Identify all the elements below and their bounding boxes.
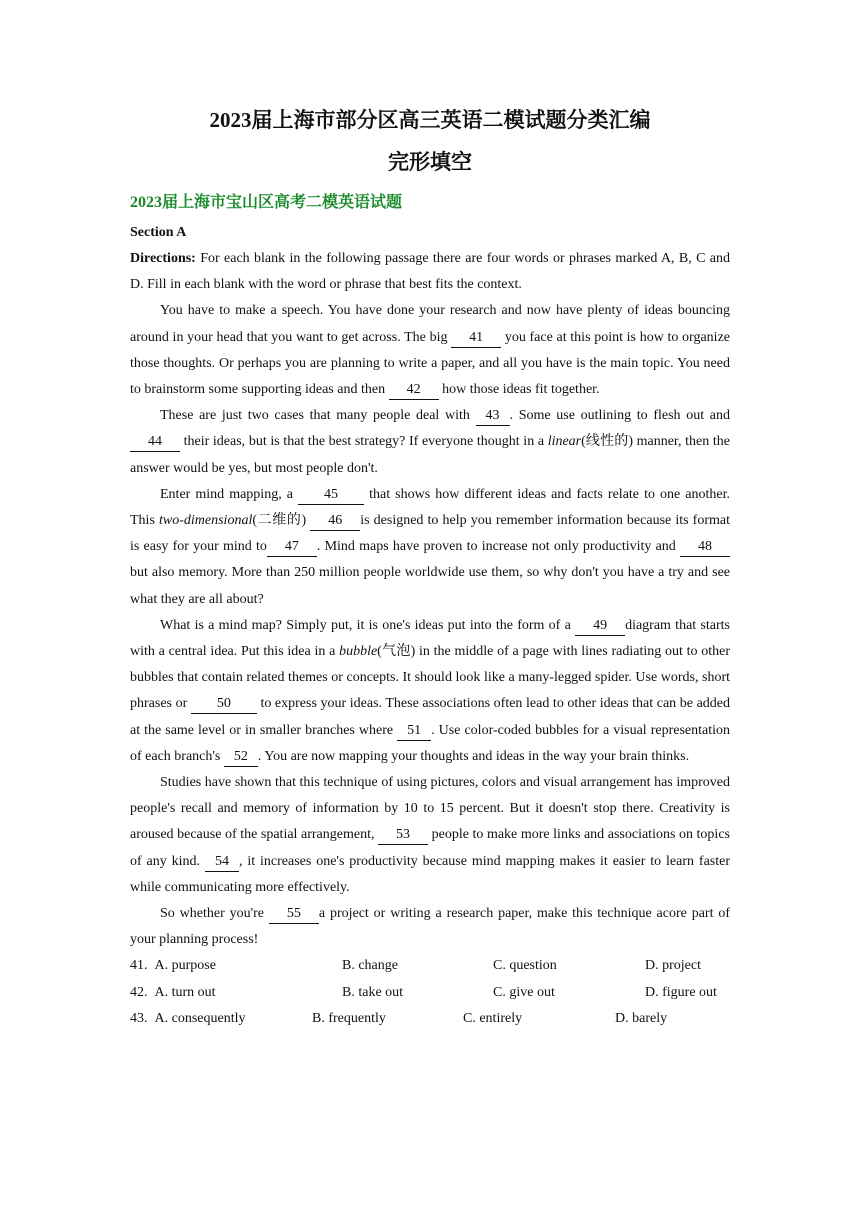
text: (气泡) in the middle of a page with lines radiating out to other bubbles that contain related themes or concepts. It should look like a many-legged spider. Use words, short phrases or bbox=[130, 644, 731, 712]
text: to express your ideas. These associations often lead to other ideas that can be added at the same level or in smaller branches where bbox=[130, 696, 730, 738]
blank-42: 42 bbox=[389, 381, 439, 400]
option-a bbox=[130, 1006, 312, 1032]
document-subtitle: 完形填空 bbox=[388, 150, 472, 174]
option-d: D. barely bbox=[615, 1010, 668, 1026]
text: . Some use outlining to flesh out and bbox=[509, 408, 730, 424]
blank-51: 51 bbox=[397, 722, 431, 741]
text: What is a mind map? Simply put, it is one's ideas put into the form of a bbox=[160, 617, 576, 633]
option-row-41 bbox=[130, 953, 730, 979]
options-list bbox=[130, 953, 730, 1032]
italic-term: bubble bbox=[339, 644, 378, 660]
question-number: 41. bbox=[130, 958, 148, 974]
option-row-42 bbox=[130, 980, 730, 1006]
blank-54: 54 bbox=[205, 853, 239, 872]
text: , it increases one's productivity because mind mapping makes it easier to learn faster while communicating more effectively. bbox=[130, 853, 730, 895]
text: . Use color-coded bubbles for a visual representation of each branch's bbox=[130, 722, 731, 764]
section-label: Section A bbox=[130, 225, 187, 240]
question-number: 43. bbox=[130, 1010, 148, 1026]
directions-text: For each blank in the following passage there are four words or phrases marked A, B, C and D. Fill in each blank with the word or phrase that best fits the context. bbox=[130, 251, 730, 293]
option-row-43 bbox=[130, 1006, 730, 1032]
option-a-text: A. purpose bbox=[154, 958, 216, 974]
blank-43: 43 bbox=[476, 407, 510, 426]
italic-term: linear bbox=[547, 434, 582, 450]
blank-55: 55 bbox=[269, 905, 319, 924]
paragraph-6 bbox=[130, 901, 730, 953]
text: but also memory. More than 250 million people worldwide use them, so why don't you have a try and see what they are all about? bbox=[130, 565, 730, 607]
blank-45: 45 bbox=[298, 486, 364, 505]
text: how those ideas fit together. bbox=[438, 382, 600, 398]
document-title: 2023届上海市部分区高三英语二模试题分类汇编 bbox=[209, 108, 651, 132]
paragraph-3 bbox=[130, 482, 730, 613]
text: Studies have shown that this technique of using pictures, colors and visual arrangement has improved people's recall and memory of information by 10 to 15 percent. But it doesn't stop there. Creativity is aroused because of the spatial arrangement, bbox=[130, 775, 730, 843]
text: is designed to help you remember information because its format is easy for your mind to bbox=[130, 513, 730, 555]
document-page bbox=[130, 100, 730, 1032]
option-a bbox=[130, 980, 342, 1006]
italic-term: two-dimensional bbox=[159, 513, 253, 529]
text: you face at this point is how to organize those thoughts. Or perhaps you are planning to write a paper, and all you have is the main topic. You need to brainstorm some supporting ideas and then bbox=[130, 329, 730, 398]
option-b: B. frequently bbox=[312, 1010, 386, 1026]
text: their ideas, but is that the best strategy? If everyone thought in a bbox=[180, 434, 548, 450]
paragraph-1 bbox=[130, 298, 730, 403]
option-b: B. take out bbox=[342, 984, 404, 1000]
text: These are just two cases that many people deal with bbox=[160, 408, 476, 424]
option-c: C. give out bbox=[493, 984, 555, 1000]
option-a-text: A. consequently bbox=[154, 1010, 246, 1026]
text: . You are now mapping your thoughts and ideas in the way your brain thinks. bbox=[257, 748, 690, 764]
text: So whether you're bbox=[160, 906, 269, 922]
option-c: C. entirely bbox=[463, 1010, 523, 1026]
text: (线性的) manner, then the answer would be yes, but most people don't. bbox=[130, 434, 731, 476]
text: people to make more links and associations on topics of any kind. bbox=[130, 827, 730, 869]
blank-48: 48 bbox=[680, 538, 730, 557]
text: . Mind maps have proven to increase not only productivity and bbox=[316, 539, 680, 555]
option-a bbox=[130, 953, 342, 979]
directions bbox=[130, 246, 730, 298]
blank-52: 52 bbox=[224, 748, 258, 767]
blank-53: 53 bbox=[378, 826, 428, 845]
text: (二维的) bbox=[252, 513, 311, 529]
option-b: B. change bbox=[342, 958, 398, 974]
blank-46: 46 bbox=[310, 512, 360, 531]
blank-49: 49 bbox=[575, 617, 625, 636]
option-a-text: A. turn out bbox=[154, 984, 216, 1000]
paragraph-5 bbox=[130, 770, 730, 901]
question-number: 42. bbox=[130, 984, 148, 1000]
source-heading: 2023届上海市宝山区高考二模英语试题 bbox=[130, 194, 403, 211]
option-d: D. project bbox=[645, 958, 701, 974]
blank-50: 50 bbox=[191, 695, 257, 714]
blank-41: 41 bbox=[451, 329, 501, 348]
text: You have to make a speech. You have done your research and now have plenty of ideas bouncing around in your head that you want to get across. The big bbox=[130, 303, 730, 345]
option-c: C. question bbox=[493, 958, 557, 974]
blank-47: 47 bbox=[267, 538, 317, 557]
option-d: D. figure out bbox=[645, 984, 717, 1000]
paragraph-4 bbox=[130, 613, 730, 770]
text: Enter mind mapping, a bbox=[160, 486, 299, 502]
directions-label: Directions: bbox=[130, 251, 196, 266]
text: diagram that starts with a central idea. Put this idea in a bbox=[130, 617, 730, 660]
paragraph-2 bbox=[130, 403, 730, 482]
text: a project or writing a research paper, make this technique acore part of your planning process! bbox=[130, 906, 730, 948]
blank-44: 44 bbox=[130, 433, 180, 452]
text: that shows how different ideas and facts relate to one another. This bbox=[130, 486, 730, 529]
